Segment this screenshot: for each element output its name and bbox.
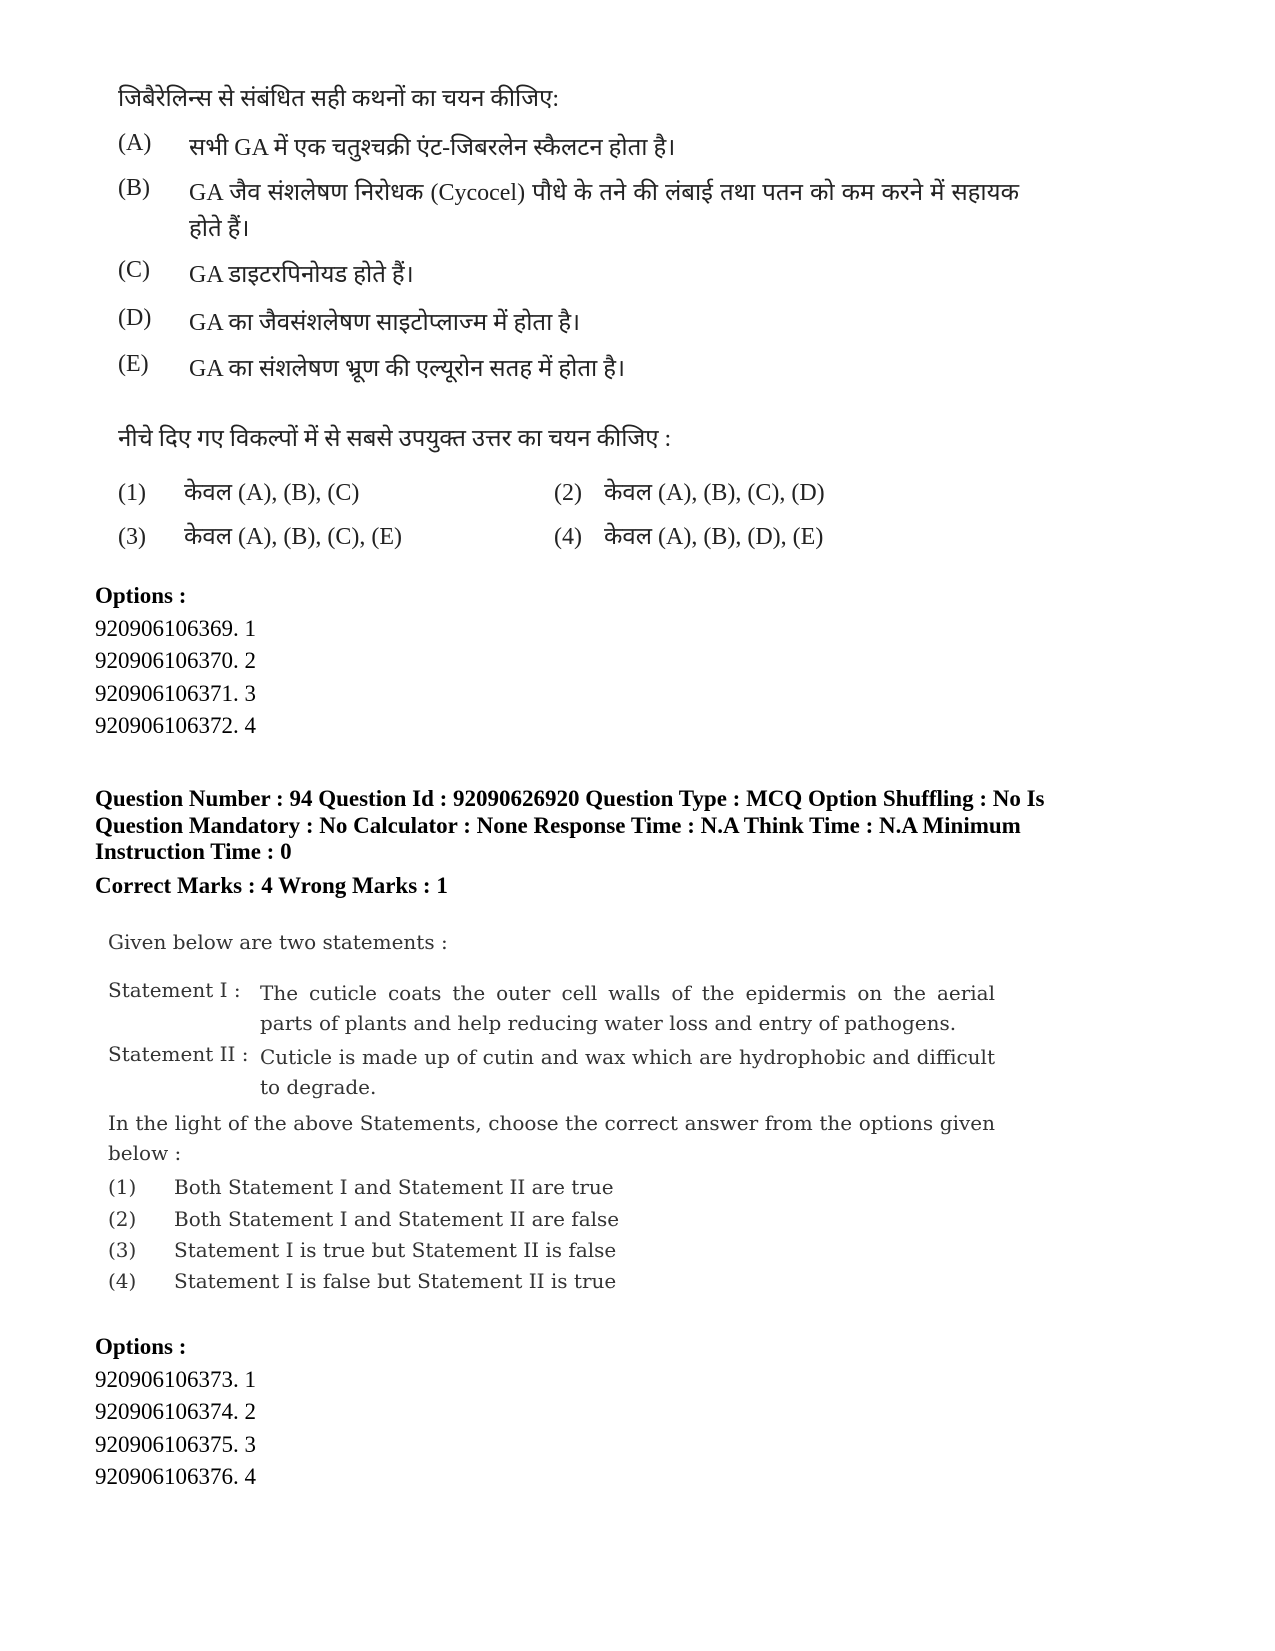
q94-choice-2 (108, 1207, 619, 1231)
q93-options (95, 580, 256, 743)
statement-label: Statement II : (108, 1042, 249, 1066)
q94-choice-1 (108, 1175, 614, 1199)
statement-text: GA का जैवसंशलेषण साइटोप्लाज्म में होता है। (189, 310, 581, 336)
option-item: 920906106369. 1 (95, 615, 256, 641)
statement-label: (A) (118, 130, 152, 156)
option-item: 920906106376. 4 (95, 1464, 256, 1489)
option-item: 920906106370. 2 (95, 648, 256, 673)
choice-text: केवल (A), (B), (C) (184, 480, 360, 506)
option-item: 920906106371. 3 (95, 680, 256, 706)
option-item: 920906106373. 1 (95, 1366, 256, 1392)
q94-instruction: In the light of the above Statements, choose the correct answer from the options given below : (108, 1111, 995, 1165)
choice-number: (3) (118, 524, 146, 550)
statement-label: (C) (118, 257, 150, 283)
q93-choice-3 (118, 519, 402, 552)
q93-choice-intro: नीचे दिए गए विकल्पों में से सबसे उपयुक्त उत्तर का चयन कीजिए : (118, 426, 672, 452)
statement-text: Cuticle is made up of cutin and wax which are hydrophobic and difficult to degrade. (260, 1045, 995, 1099)
statement-text: GA का संशलेषण भ्रूण की एल्यूरोन सतह में होता है। (189, 356, 626, 382)
statement-text: GA जैव संशलेषण निरोधक (Cycocel) पौधे के तने की लंबाई तथा पतन को कम करने में सहायक होते हैं। (189, 180, 1019, 242)
q93-choice-2 (554, 475, 825, 508)
option-item: 920906106372. 4 (95, 713, 256, 738)
options-label: Options : (95, 1334, 187, 1359)
choice-text: Both Statement I and Statement II are true (174, 1175, 614, 1199)
statement-text: The cuticle coats the outer cell walls of the epidermis on the aerial parts of plants and help reducing water loss and entry of pathogens. (260, 981, 995, 1035)
option-item: 920906106374. 2 (95, 1399, 256, 1424)
choice-text: केवल (A), (B), (C), (E) (184, 524, 402, 550)
q94-meta: Question Number : 94 Question Id : 92090626920 Question Type : MCQ Option Shuffling : No Is Question Mandatory : No Calculator : None Response Time : N.A Think Time : N.A Minimum Instruction Time : 0 (95, 786, 1045, 864)
options-label: Options : (95, 583, 187, 608)
statement-label: (D) (118, 305, 152, 331)
statement-label: Statement I : (108, 978, 241, 1002)
choice-text: Statement I is true but Statement II is false (174, 1238, 617, 1262)
choice-text: Statement I is false but Statement II is true (174, 1269, 617, 1293)
choice-number: (1) (118, 480, 146, 506)
choice-number: (4) (108, 1269, 137, 1293)
choice-number: (3) (108, 1238, 137, 1262)
choice-text: केवल (A), (B), (C), (D) (604, 480, 825, 506)
choice-number: (2) (108, 1207, 137, 1231)
q94-options (95, 1331, 256, 1494)
q94-given: Given below are two statements : (108, 930, 448, 954)
choice-text: केवल (A), (B), (D), (E) (604, 524, 824, 550)
q93-choice-1 (118, 475, 359, 508)
choice-number: (1) (108, 1175, 137, 1199)
q93-choice-4 (554, 519, 823, 552)
option-item: 920906106375. 3 (95, 1431, 256, 1457)
q94-marks: Correct Marks : 4 Wrong Marks : 1 (95, 873, 448, 898)
choice-number: (2) (554, 480, 582, 506)
q94-choice-4 (108, 1269, 616, 1293)
statement-text: सभी GA में एक चतुश्चक्री एंट-जिबरलेन स्कैलटन होता है। (189, 135, 676, 161)
q94-choice-3 (108, 1238, 616, 1262)
q93-intro: जिबैरेलिन्स से संबंधित सही कथनों का चयन कीजिए: (118, 86, 560, 112)
statement-label: (E) (118, 351, 149, 377)
statement-text: GA डाइटरपिनोयड होते हैं। (189, 262, 414, 288)
statement-label: (B) (118, 175, 150, 201)
choice-number: (4) (554, 524, 582, 550)
choice-text: Both Statement I and Statement II are false (174, 1207, 620, 1231)
